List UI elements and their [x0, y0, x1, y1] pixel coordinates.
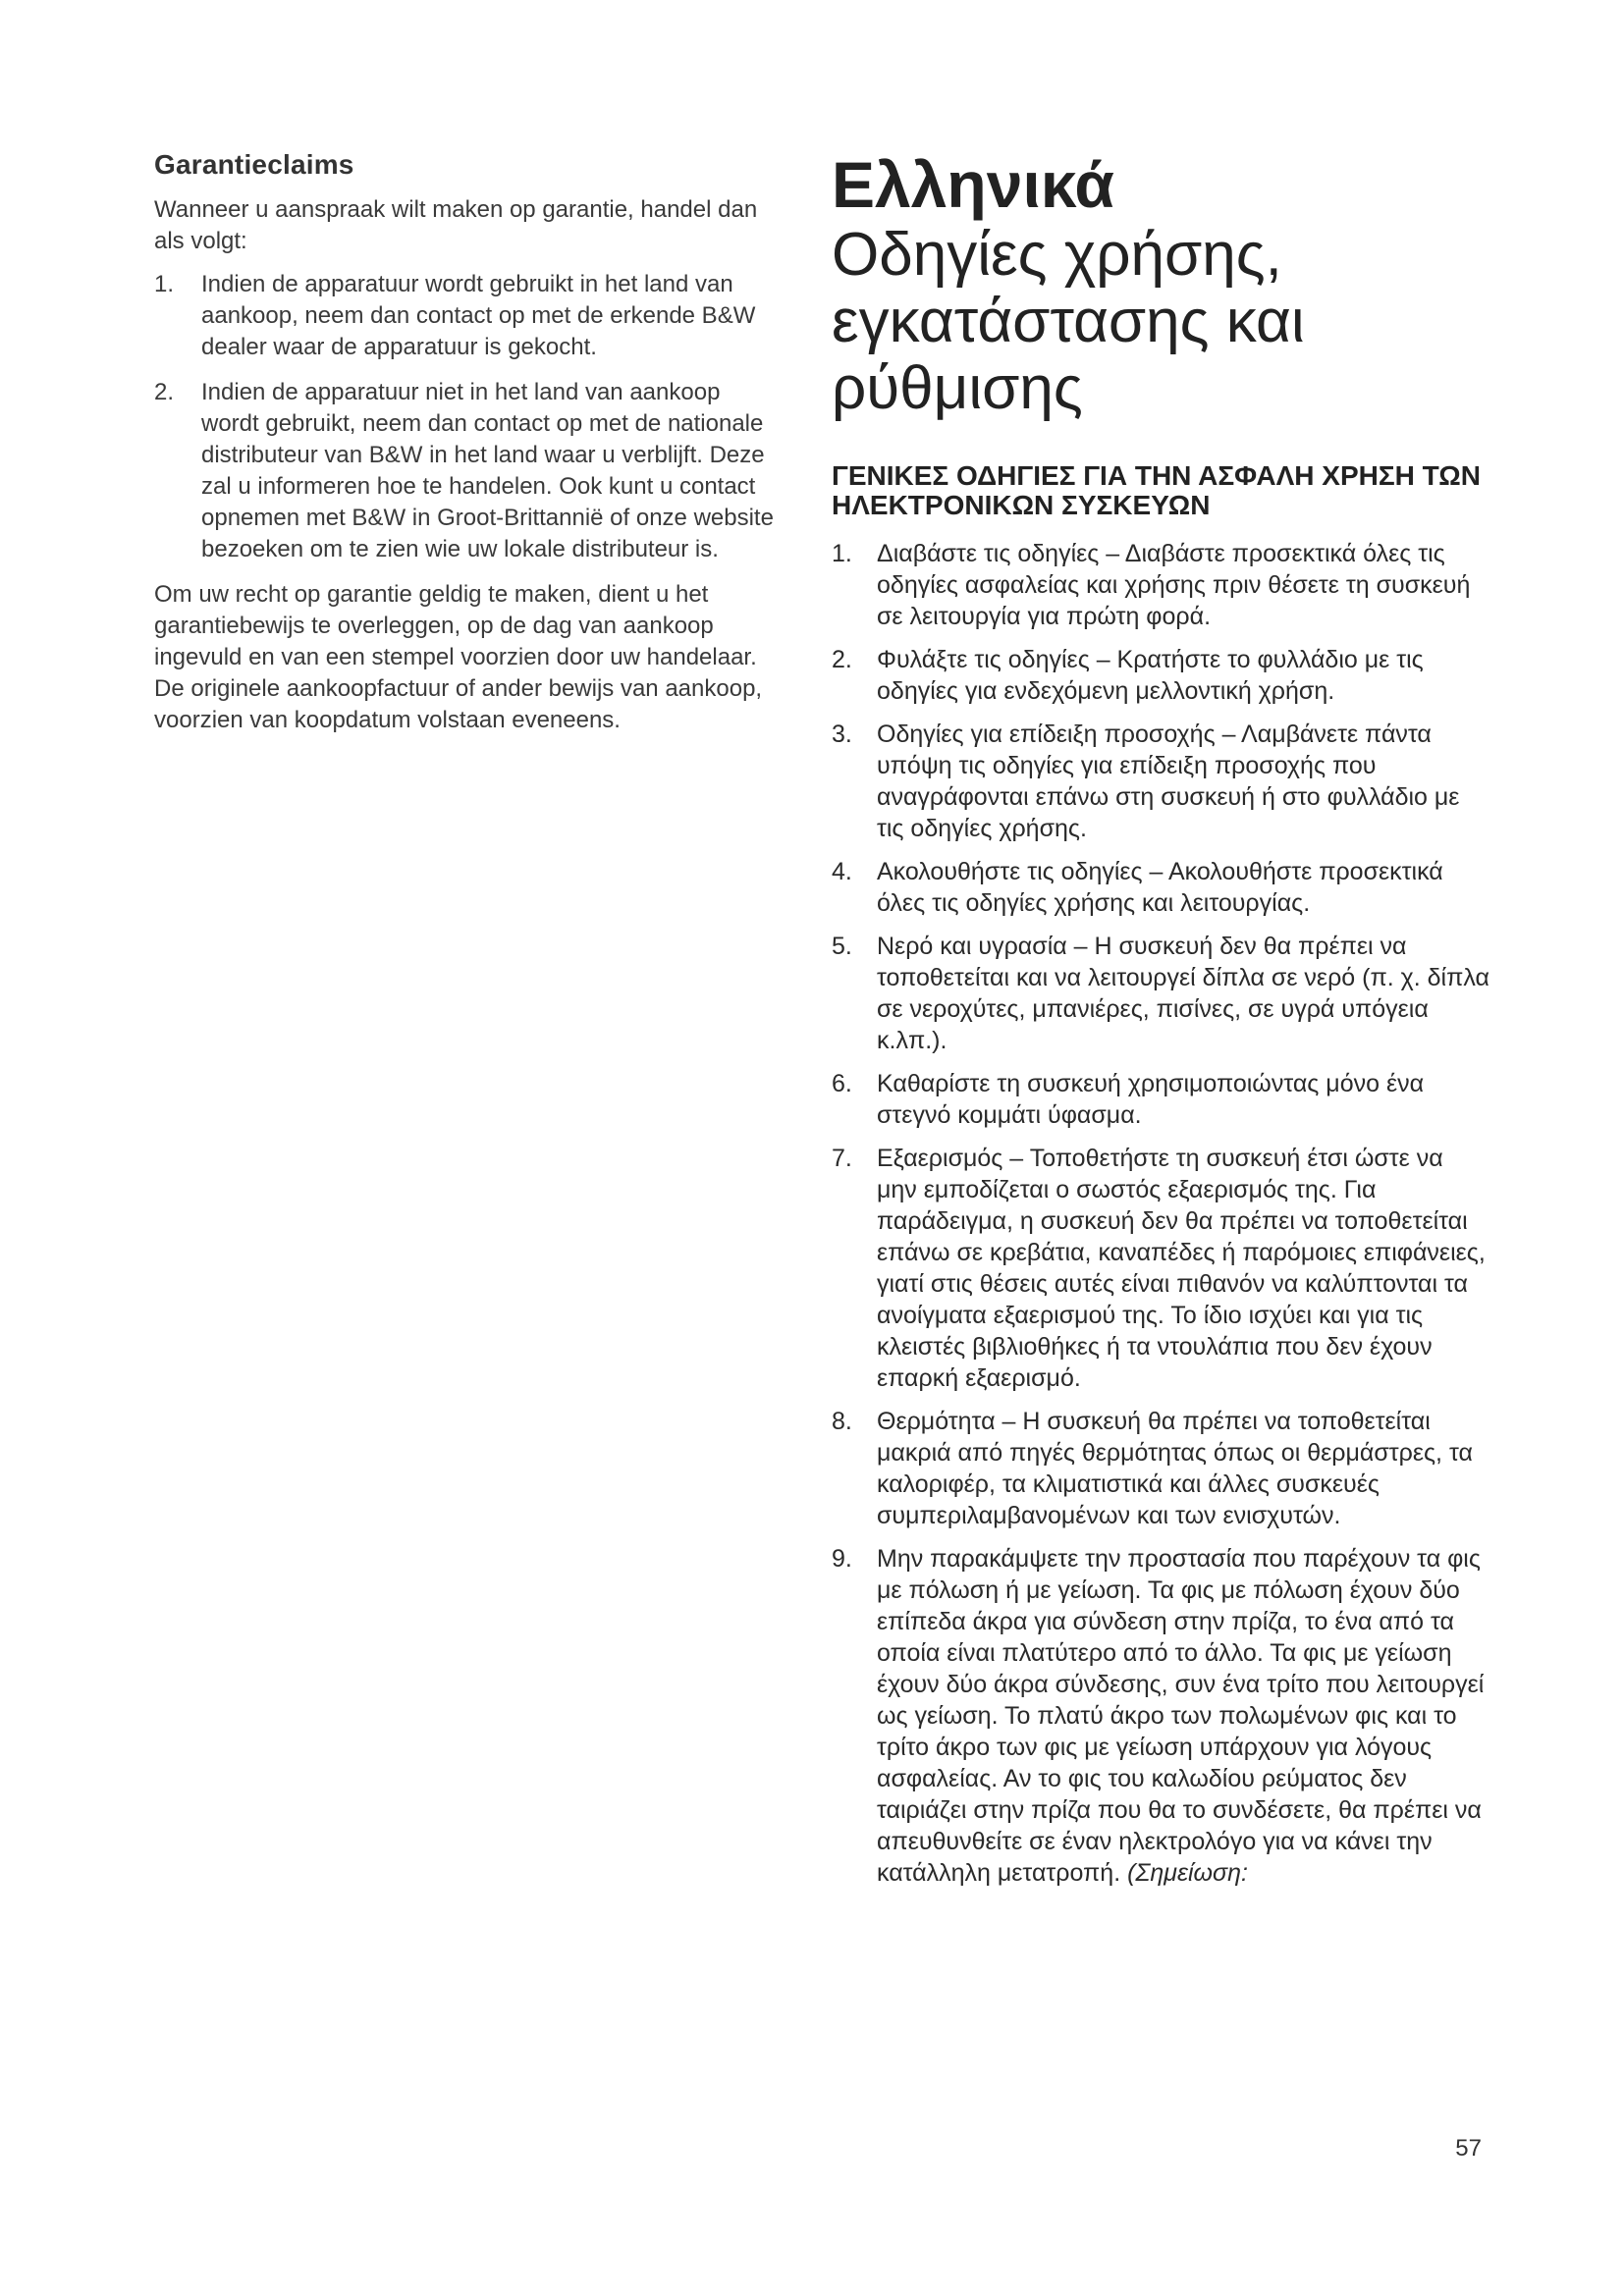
safety-instructions-list — [832, 538, 1489, 1889]
list-text: Καθαρίστε τη συσκευή χρησιμοποιώντας μόνο ένα στεγνό κομμάτι ύφασμα. — [877, 1070, 1425, 1129]
list-text: Οδηγίες για επίδειξη προσοχής – Λαμβάνετε πάντα υπόψη τις οδηγίες για επίδειξη προσοχής που αναγράφονται επάνω στη συσκευή ή στο φυλλάδιο με τις οδηγίες χρήσης. — [877, 721, 1460, 842]
list-item — [832, 1543, 1489, 1889]
warranty-claims-heading: Garantieclaims — [154, 149, 354, 180]
list-number: 6. — [832, 1070, 852, 1097]
list-number: 8. — [832, 1408, 852, 1435]
list-number: 9. — [832, 1545, 852, 1573]
list-item — [832, 1406, 1489, 1531]
warranty-intro: Wanneer u aanspraak wilt maken op garantie, handel dan als volgt: — [154, 196, 758, 254]
manual-subtitle: Οδηγίες χρήσης, εγκατάστασης και ρύθμισης — [832, 221, 1305, 422]
warranty-claim-paragraph: Om uw recht op garantie geldig te maken, dient u het garantiebewijs te overleggen, op de dag van aankoop ingevuld en van een stempel voorzien door uw handelaar. De originele aankoopfactuur of ander bewijs van aankoop, voorzien van koopdatum volstaan eveneens. — [154, 581, 763, 733]
list-item — [832, 719, 1489, 844]
list-item — [154, 377, 783, 565]
list-text: Διαβάστε τις οδηγίες – Διαβάστε προσεκτικά όλες τις οδηγίες ασφαλείας και χρήσης πριν θέσετε τη συσκευή σε λειτουργία για πρώτη φορά. — [877, 540, 1471, 630]
note-text: (Σημείωση: — [1127, 1859, 1248, 1887]
page-number: 57 — [1455, 2135, 1482, 2162]
safety-section-heading: ΓΕΝΙΚΕΣ ΟΔΗΓΙΕΣ ΓΙΑ ΤΗΝ ΑΣΦΑΛΗ ΧΡΗΣΗ ΤΩΝ ΗΛΕΚΤΡΟΝΙΚΩΝ ΣΥΣΚΕΥΩΝ — [832, 460, 1481, 520]
warranty-steps-list — [154, 269, 783, 565]
list-number: 2. — [832, 646, 852, 673]
list-number: 1. — [832, 540, 852, 567]
list-item — [832, 644, 1489, 707]
list-text: Θερμότητα – Η συσκευή θα πρέπει να τοποθετείται μακριά από πηγές θερμότητας όπως οι θερμάστρες, τα καλοριφέρ, τα κλιματιστικά και άλλες συσκευές συμπεριλαμβανομένων και των ενισχυτών. — [877, 1408, 1473, 1529]
dutch-column — [154, 149, 783, 736]
list-number: 4. — [832, 858, 852, 885]
list-text: Μην παρακάμψετε την προστασία που παρέχουν τα φις με πόλωση ή με γείωση. Τα φις με πόλωση έχουν δύο επίπεδα άκρα για σύνδεση στην πρίζα, το ένα από τα οποία είναι πλατύτερο από το άλλο. Τα φις με γείωση έχουν δύο άκρα σύνδεσης, συν ένα τρίτο που λειτουργεί ως γείωση. Το πλατύ άκρο των πολωμένων φις και το τρίτο άκρο των φις με γείωση υπάρχουν για λόγους ασφαλείας. Αν το φις του καλωδίου ρεύματος δεν ταιριάζει στην πρίζα που θα το συνδέσετε, θα πρέπει να απευθυνθείτε σε έναν ηλεκτρολόγο για να κάνει την κατάλληλη μετατροπή. — [877, 1545, 1485, 1887]
list-text: Indien de apparatuur niet in het land van aankoop wordt gebruikt, neem dan contact op met de nationale distributeur van B&W in het land waar u verblijft. Deze zal u informeren hoe te handelen. Ook kunt u contact opnemen met B&W in Groot-Brittannië of onze website bezoeken om te zien wie uw lokale distributeur is. — [201, 379, 774, 562]
list-text: Νερό και υγρασία – Η συσκευή δεν θα πρέπει να τοποθετείται και να λειτουργεί δίπλα σε νερό (π. χ. δίπλα σε νεροχύτες, μπανιέρες, πισίνες, σε υγρά υπόγεια κ.λπ.). — [877, 933, 1489, 1054]
list-number: 7. — [832, 1145, 852, 1172]
list-item — [832, 1143, 1489, 1394]
list-item — [154, 269, 783, 363]
list-number: 5. — [832, 933, 852, 960]
greek-column — [832, 147, 1489, 1900]
list-item — [832, 538, 1489, 632]
list-text: Εξαερισμός – Τοποθετήστε τη συσκευή έτσι ώστε να μην εμποδίζεται ο σωστός εξαερισμός της. Για παράδειγμα, η συσκευή δεν θα πρέπει να τοποθετείται επάνω σε κρεβάτια, καναπέδες ή παρόμοιες επιφάνειες, γιατί στις θέσεις αυτές είναι πιθανόν να καλύπτονται τα ανοίγματα εξαερισμού της. Το ίδιο ισχύει και για τις κλειστές βιβλιοθήκες ή τα ντουλάπια που δεν έχουν επαρκή εξαερισμό. — [877, 1145, 1486, 1392]
list-item — [832, 931, 1489, 1056]
list-text: Indien de apparatuur wordt gebruikt in het land van aankoop, neem dan contact op met de erkende B&W dealer waar de apparatuur is gekocht. — [201, 271, 756, 360]
list-item — [832, 856, 1489, 919]
list-number: 1. — [154, 271, 175, 297]
list-text: Φυλάξτε τις οδηγίες – Κρατήστε το φυλλάδιο με τις οδηγίες για ενδεχόμενη μελλοντική χρήση. — [877, 646, 1424, 705]
list-number: 2. — [154, 379, 175, 405]
list-number: 3. — [832, 721, 852, 748]
language-title: Ελληνικά — [832, 148, 1114, 221]
list-item — [832, 1068, 1489, 1131]
list-text: Ακολουθήστε τις οδηγίες – Ακολουθήστε προσεκτικά όλες τις οδηγίες χρήσης και λειτουργίας. — [877, 858, 1443, 917]
